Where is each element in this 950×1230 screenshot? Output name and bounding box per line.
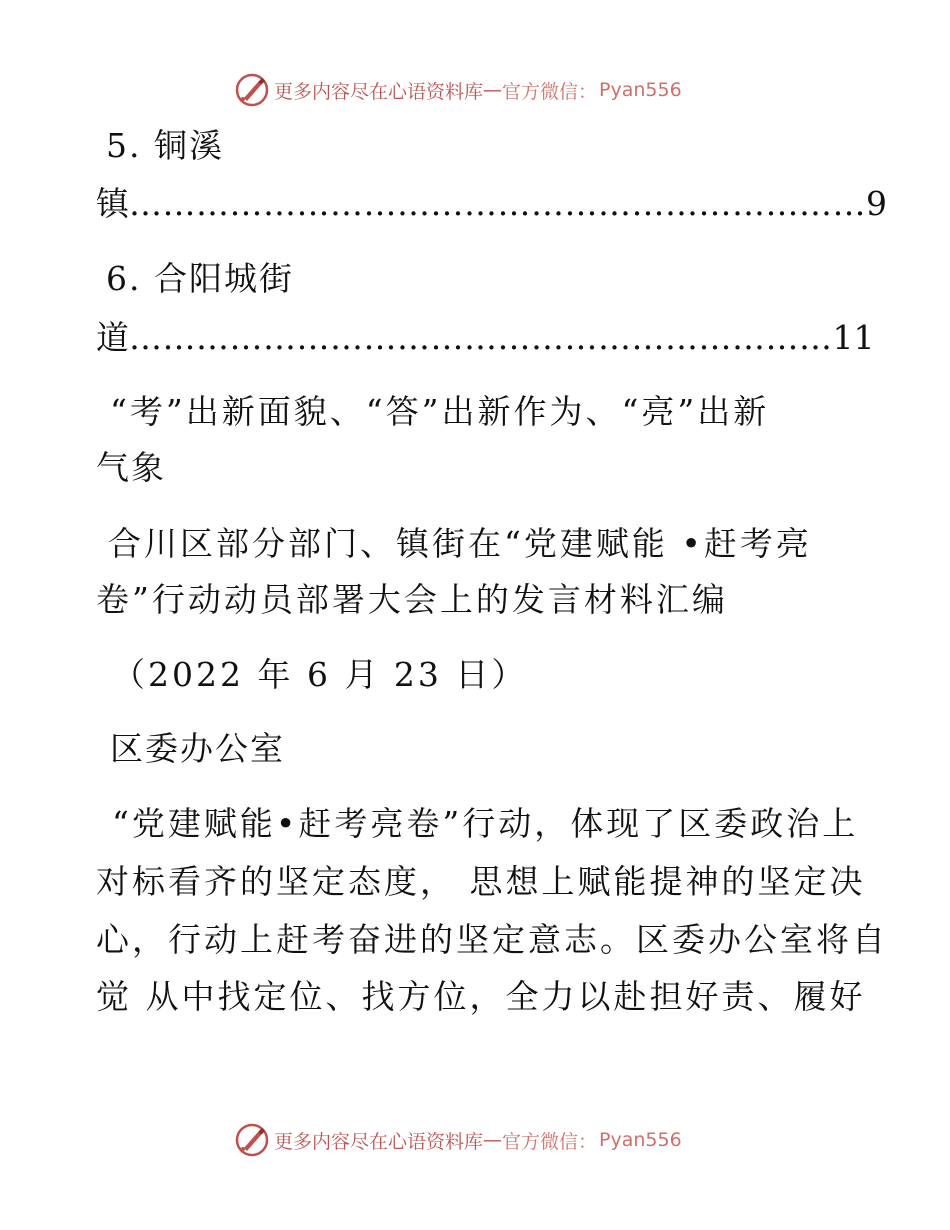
body-line-3: 心，行动上赶考奋进的坚定意志。区委办公室将自 xyxy=(96,920,888,959)
heading-line-1: “考”出新面貌、“答”出新作为、“亮”出新 xyxy=(110,392,770,431)
toc-item-5-cont: 镇 xyxy=(96,184,129,223)
toc-item-5-title: 5. 铜溪 xyxy=(106,126,224,165)
watermark-label: 官方微信： xyxy=(502,1130,598,1153)
watermark-separator: — xyxy=(483,1129,503,1151)
subtitle-line-2: 卷”行动动员部署大会上的发言材料汇编 xyxy=(96,580,728,619)
watermark-label: 官方微信： xyxy=(502,80,598,103)
watermark-separator: — xyxy=(483,79,503,101)
toc-item-6-title: 6. 合阳城街 xyxy=(106,259,294,298)
toc-item-6-page: 11 xyxy=(832,318,875,357)
header-watermark xyxy=(234,70,682,110)
toc-item-5-dots: ………………………………………………………… xyxy=(129,184,866,223)
footer-watermark xyxy=(234,1120,682,1160)
toc-item-5-row xyxy=(96,182,887,226)
pen-logo-icon xyxy=(234,1122,270,1158)
watermark-text: 更多内容尽在心语资料库 xyxy=(274,1130,484,1153)
toc-item-5-page: 9 xyxy=(866,184,887,223)
body-line-1: “党建赋能•赶考亮卷”行动，体现了区委政治上 xyxy=(112,804,859,843)
toc-item-6-row xyxy=(96,316,875,360)
document-date: （2022 年 6 月 23 日） xyxy=(112,655,528,694)
pen-logo-icon xyxy=(234,72,270,108)
heading-line-2: 气象 xyxy=(96,448,166,487)
toc-item-6-dots: ……………………………………………………… xyxy=(129,318,833,357)
watermark-id: Pyan556 xyxy=(599,79,682,101)
organization-name: 区委办公室 xyxy=(110,729,285,768)
watermark-text: 更多内容尽在心语资料库 xyxy=(274,80,484,103)
toc-item-6-cont: 道 xyxy=(96,318,129,357)
body-line-4: 觉 从中找定位、找方位，全力以赴担好责、履好 xyxy=(96,977,866,1016)
watermark-id: Pyan556 xyxy=(599,1129,682,1151)
subtitle-line-1: 合川区部分部门、镇街在“党建赋能 •赶考亮 xyxy=(108,524,812,563)
body-line-2: 对标看齐的坚定态度， 思想上赋能提神的坚定决 xyxy=(96,862,866,901)
